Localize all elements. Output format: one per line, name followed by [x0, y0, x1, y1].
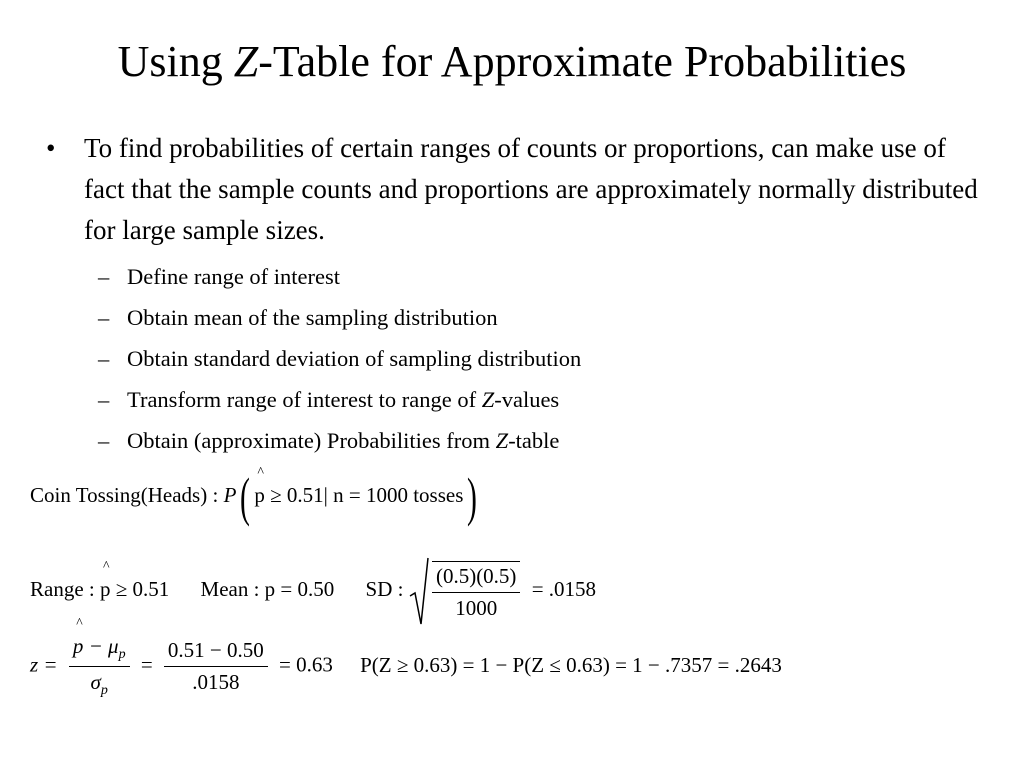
z-numerator-symbolic — [69, 616, 130, 667]
math-line-z — [30, 616, 782, 699]
mu-subscript: p — [118, 647, 126, 663]
bullet-dot: • — [46, 133, 56, 163]
sd-numerator: (0.5)(0.5) — [432, 564, 520, 593]
dash: – — [98, 387, 110, 412]
coin-expr — [254, 464, 464, 508]
z-numerator-p — [72, 616, 119, 659]
coin-P: P — [223, 482, 237, 507]
sub-bullet-list — [98, 256, 581, 461]
z-result: = 0.63 — [279, 652, 333, 677]
z-label: z = — [30, 652, 58, 677]
sub-item — [98, 379, 581, 420]
title-text-end: -Table for Approximate Probabilities — [258, 37, 907, 86]
right-paren: ) — [467, 467, 478, 527]
z-numerator-numeric: 0.51 − 0.50 — [164, 638, 268, 667]
sub-item-z: Z — [495, 428, 509, 453]
sd-denominator: 1000 — [455, 596, 498, 620]
coin-expr-text: p ≥ 0.51| n = 1000 tosses — [254, 482, 464, 507]
main-bullet — [46, 128, 980, 251]
math-line-range — [30, 556, 596, 626]
sd-label: SD : — [365, 576, 409, 601]
sub-item — [98, 297, 581, 338]
sigma-subscript: p — [100, 683, 108, 699]
dash: – — [98, 428, 110, 453]
z-fraction-symbolic — [69, 616, 130, 699]
probability-expression: P(Z ≥ 0.63) = 1 − P(Z ≤ 0.63) = 1 − .7357 = .2643 — [360, 652, 782, 677]
sqrt-expression — [409, 556, 527, 626]
z-denominator-symbolic — [69, 667, 130, 699]
hat-symbol: ^ — [75, 616, 82, 631]
sub-item-text: Define range of interest — [127, 264, 341, 289]
main-bullet-text: To find probabilities of certain ranges of counts or proportions, can make use of fact that the sample counts and proportions are approximately normally distributed for large sample sizes. — [84, 133, 978, 245]
dash: – — [98, 264, 110, 289]
range-label: Range : — [30, 576, 100, 601]
left-paren: ( — [240, 467, 251, 527]
dash: – — [98, 346, 110, 371]
title-text-start: Using — [117, 37, 234, 86]
sub-item — [98, 420, 581, 461]
dash: – — [98, 305, 110, 330]
hat-symbol: ^ — [102, 558, 110, 574]
sigma: σ — [90, 670, 101, 695]
slide-title — [0, 30, 1024, 94]
coin-label: Coin Tossing(Heads) : — [30, 482, 224, 507]
z-denominator-numeric: .0158 — [192, 670, 240, 695]
title-z: Z — [233, 37, 259, 86]
math-line-coin — [30, 464, 481, 527]
sqrt-icon — [409, 556, 429, 626]
sub-item — [98, 256, 581, 297]
z-numerator-text: p − μ — [72, 634, 119, 658]
sub-item-z: Z — [481, 387, 495, 412]
mean-label: Mean : — [200, 576, 265, 601]
sd-fraction — [432, 561, 520, 621]
mean-expr: p = 0.50 — [264, 576, 335, 601]
sub-item-text: Transform range of interest to range of — [127, 387, 482, 412]
range-expr-text: p ≥ 0.51 — [99, 576, 170, 601]
sub-item-text-end: -values — [494, 387, 560, 412]
sub-item — [98, 338, 581, 379]
sub-item-text: Obtain mean of the sampling distribution — [127, 305, 498, 330]
range-expr — [99, 558, 170, 602]
equals: = — [140, 652, 153, 677]
sub-item-text: Obtain standard deviation of sampling distribution — [127, 346, 582, 371]
z-fraction-numeric — [164, 638, 268, 695]
hat-symbol: ^ — [257, 464, 264, 480]
sub-item-text-end: -table — [508, 428, 560, 453]
sd-value: = .0158 — [531, 576, 597, 601]
sub-item-text: Obtain (approximate) Probabilities from — [127, 428, 496, 453]
